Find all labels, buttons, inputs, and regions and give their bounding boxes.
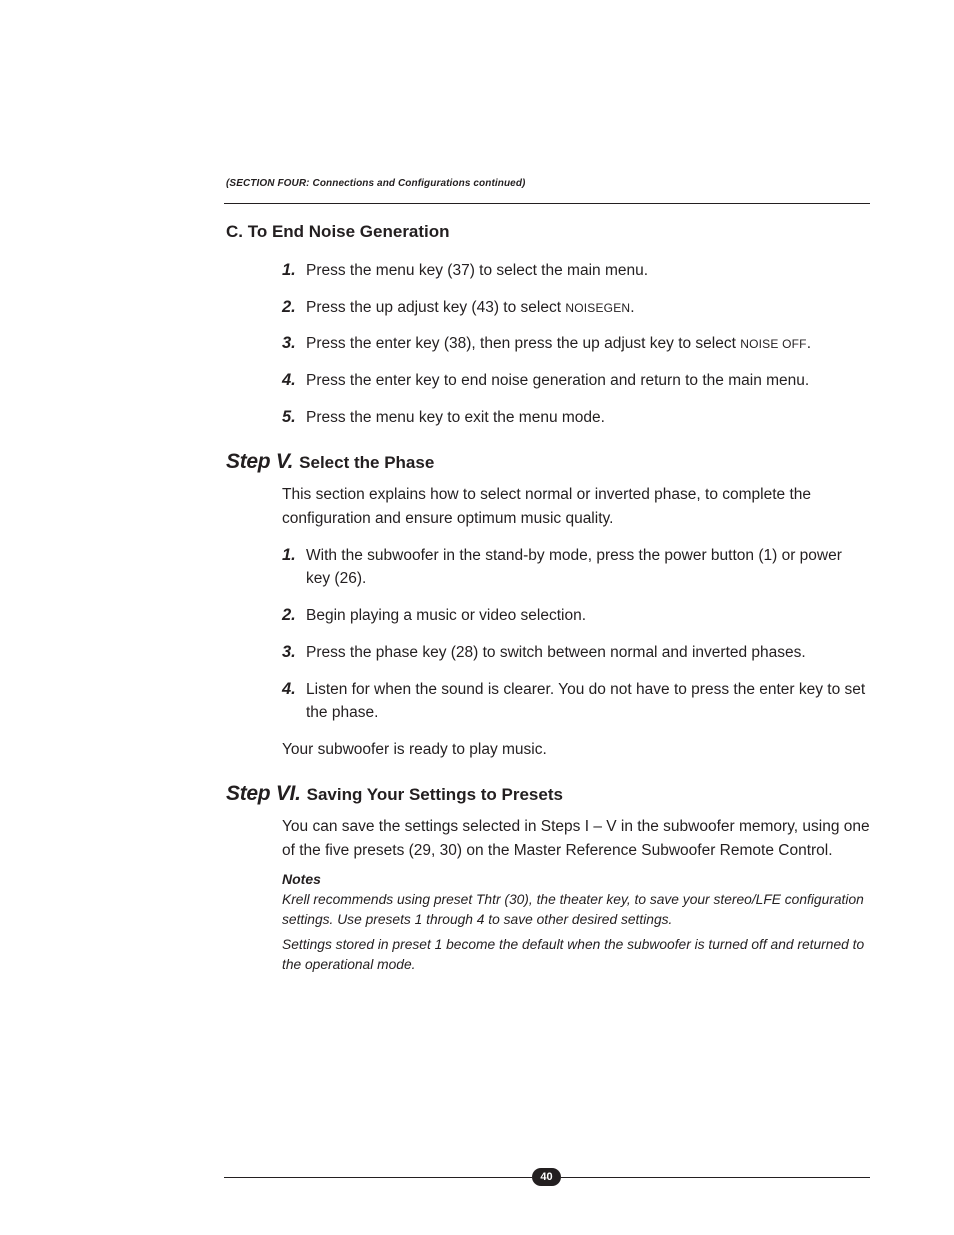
step-v-item-1 bbox=[282, 544, 870, 590]
step-v-heading bbox=[226, 450, 434, 474]
item-number: 4. bbox=[282, 680, 296, 698]
step-v-label: Step V. bbox=[226, 450, 294, 473]
item-number: 2. bbox=[282, 606, 296, 624]
item-text: Press the menu key to exit the menu mode. bbox=[306, 409, 605, 426]
item-text: Begin playing a music or video selection. bbox=[306, 607, 587, 624]
menu-option-noisegen: NOISEGEN bbox=[565, 301, 631, 315]
menu-option-noise-off: NOISE OFF bbox=[740, 337, 807, 351]
step-vi-label: Step VI. bbox=[226, 782, 301, 805]
item-number: 3. bbox=[282, 643, 296, 661]
item-text: With the subwoofer in the stand-by mode, press the power button (1) or power key (26). bbox=[306, 547, 842, 587]
note-1: Krell recommends using preset Thtr (30), the theater key, to save your stereo/LFE configuration settings. Use presets 1 through 4 to save other desired settings. bbox=[282, 892, 864, 927]
step-v-item-3 bbox=[282, 641, 870, 664]
item-number: 5. bbox=[282, 408, 296, 426]
item-text bbox=[306, 296, 870, 320]
page-number-badge: 40 bbox=[532, 1168, 561, 1186]
section-c-item-1 bbox=[282, 259, 870, 282]
step-v-intro: This section explains how to select normal or inverted phase, to complete the configuration and ensure optimum music quality. bbox=[282, 486, 811, 527]
section-c-item-5 bbox=[282, 406, 870, 429]
notes-heading: Notes bbox=[282, 871, 321, 887]
item-number: 1. bbox=[282, 261, 296, 279]
section-c-item-2 bbox=[282, 296, 870, 320]
note-2: Settings stored in preset 1 become the default when the subwoofer is turned off and returned to the operational mode. bbox=[282, 937, 865, 972]
step-vi-heading bbox=[226, 782, 563, 806]
item-number: 3. bbox=[282, 334, 296, 352]
section-c-title: C. To End Noise Generation bbox=[226, 222, 450, 241]
section-header-label: (SECTION FOUR: Connections and Configurations continued) bbox=[226, 178, 526, 189]
item-text-end: . bbox=[806, 335, 812, 352]
section-c-item-4 bbox=[282, 369, 870, 392]
section-c-item-3 bbox=[282, 332, 870, 356]
step-vi-intro: You can save the settings selected in Steps I – V in the subwoofer memory, using one of the five presets (29, 30) on the Master Reference Subwoofer Remote Control. bbox=[282, 818, 870, 859]
footer-divider-left bbox=[224, 1177, 532, 1178]
item-text: Press the phase key (28) to switch between normal and inverted phases. bbox=[306, 644, 806, 661]
step-v-item-2 bbox=[282, 604, 870, 627]
item-text-start: Press the up adjust key (43) to select bbox=[306, 299, 566, 316]
item-text: Press the menu key (37) to select the main menu. bbox=[306, 262, 649, 279]
item-number: 2. bbox=[282, 298, 296, 316]
item-number: 4. bbox=[282, 371, 296, 389]
item-text: Press the enter key to end noise generation and return to the main menu. bbox=[306, 372, 810, 389]
item-text: Listen for when the sound is clearer. You do not have to press the enter key to set the phase. bbox=[306, 681, 866, 721]
item-text-start: Press the enter key (38), then press the up adjust key to select bbox=[306, 335, 741, 352]
step-v-title: Select the Phase bbox=[299, 453, 435, 472]
item-number: 1. bbox=[282, 546, 296, 564]
step-vi-title: Saving Your Settings to Presets bbox=[306, 785, 563, 804]
item-text bbox=[306, 332, 870, 356]
footer-divider-right bbox=[561, 1177, 870, 1178]
step-v-item-4 bbox=[282, 678, 870, 724]
step-v-closing: Your subwoofer is ready to play music. bbox=[282, 741, 547, 758]
header-divider bbox=[224, 203, 870, 204]
item-text-end: . bbox=[630, 299, 635, 316]
